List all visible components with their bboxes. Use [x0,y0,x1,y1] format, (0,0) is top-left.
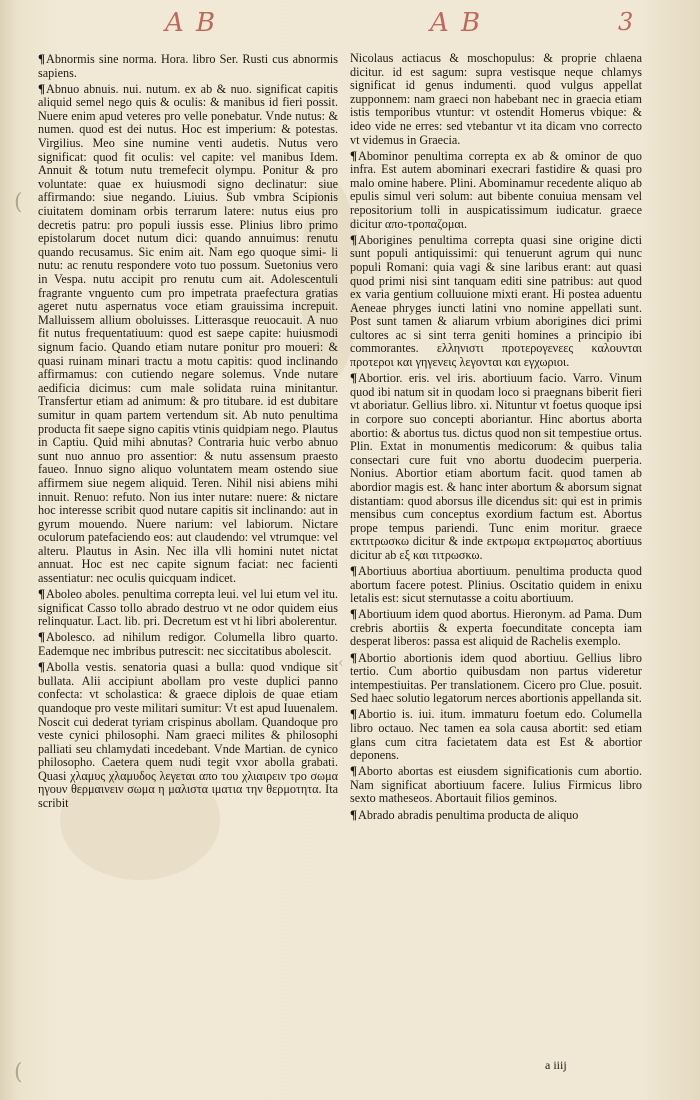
dictionary-entry [350,564,642,606]
pilcrow-icon: ¶ [38,629,46,645]
signature-mark: a iiij [545,1058,567,1072]
entry-text: Abrado abradis penultima producta de aliquo [358,807,579,822]
dictionary-entry [350,149,642,232]
dictionary-entry [350,808,642,823]
entry-text: Abnuo abnuis. nui. nutum. ex ab & nuo. significat capitis aliquid semel nego quis & oculis: & manibus id fieri possit. Nuere enim apud veteres pro velle ponebatur. Vnde nutus: & numen. quod est dei nutus. Hoc est imperium: & potestas. Virgilius. Meo sine numine venti audetis. Nutus vero significat: quod fit oculis: vel capite: vel manibus Idem. Annuit & totum nutu tremefecit olympu. Ponitur & pro voluntate: quae ex huiusmodi signo declinatur: siue affirmando: siue negando. Liuius. Sub vmbra Scipionis ciuitatem dominam orbis terrarum latere: nutus eius pro decretis patru: pro populi iussis esse. Plinius libro primo epistolarum docet nutum dici: quando annuimus: renutu quando recusamus. Sic enim ait. Nam ego quoque simi- li nutu: ac renutu respondere voto tuo possum. Suetonius vero in Vespa. nutu accipit pro renutu cum ait. Adolescentuli fragrante vnguento cum pro impetrata praefectura gratias ageret nutu aspernatus voce etiam grauissima increpuit. Malluissem allium oboluisses. Litterasque reuocauit. A nuo fit nutus frequentatiuum: quod est saepe capite: huiusmodi signum facio. Quando etiam nutare ponitur pro moueri: & quasi ruinam minari tractu a motu capitis: quod inclinando affirmamus: con cutiendo negare solemus. Vnde nutare aedificia dicimus: cum male solidata ruina minitantur. Transfertur etiam ad animum: & pro titubare. id est dubitare sumitur in quam partem vertendum sit. Ab nuto penultima producta fit saepe signo capitis vtinis quidpiam nego. Plautus in Captiu. Quid mihi abnutas? Contraria huic verbo abnuo sunt nuo annuo pro assentior: & nutu assensum praesto faueo. Innuo signo aliquo voluntatem meam ostendo siue affirmem siue negem aliquid. Teren. Nihil nisi abiens mihi innuit. Renuo: refuto. Non ius inter nutare: nuere: & nictare hoc interesse scribit quod nutare capitis sit inclinando: aut in gyrum mouendo. Nuere narium: vel labiorum. Nictare oculorum patefaciendo eos: aut claudendo: vel vtrumque: vel alteru. Plautus in Asin. Nec illa vlli homini nutet nictat annuat. Hoc est nec capite signum faciat: nec facienti assentiatur: nec oculis quicquam indicet. [38,81,338,586]
pilcrow-icon: ¶ [350,370,358,386]
text-column-left [38,52,338,812]
dictionary-entry [350,607,642,649]
handwritten-page-number: 3 [618,8,636,36]
dictionary-entry [38,660,338,811]
pilcrow-icon: ¶ [350,649,358,665]
entry-text: Abnormis sine norma. Hora. libro Ser. Rusti cus abnormis sapiens. [38,52,338,80]
dictionary-entry [350,371,642,562]
handwritten-annotation-middle: A B [430,8,483,38]
entry-text: Nicolaus actiacus & moschopulus: & proprie chlaena dicitur. id est sagum: supra vestisque neque chlamys significat id genus indumenti. quod vulgus appellat zupponnem: nam graeci non habebant nec in graecia etiam istis temporibus vtuntur: vt ostendit Homerus vbique: & ideo vide ne erres: sed vtebantur vt ita dicam vno correcto vt videmus in Graecia. [350,51,642,147]
margin-bracket-mark: ( [14,1060,23,1085]
dictionary-entry [38,82,338,586]
pilcrow-icon: ¶ [38,80,46,96]
dictionary-entry [350,233,642,370]
entry-text: Aboleo aboles. penultima correpta leui. vel lui etum vel itu. significat Casso tollo abrado destruo vt ne odor quidem eius relinquatur. Lact. lib. pri. Decretum est vt hi libri abolerentur. [38,587,338,629]
text-column-right [350,52,642,824]
entry-text: Aborto abortas est eiusdem significationis cum abortio. Nam significat abortiuum facere. Iulius Firmicus libro sexto matheseos. Abortauit filios geminos. [350,764,642,806]
pilcrow-icon: ¶ [350,706,358,722]
pilcrow-icon: ¶ [350,606,358,622]
entry-text: Abortio is. iui. itum. immaturu foetum edo. Columella libro octauo. Nec tamen ea sola causa abortit: sed etiam glans cum citra facietatem data est Est & abortior deponens. [350,707,642,763]
dictionary-entry [350,707,642,762]
pilcrow-icon: ¶ [38,586,46,602]
pilcrow-icon: ¶ [38,51,46,66]
dictionary-entry [38,52,338,80]
entry-text: Abolesco. ad nihilum redigor. Columella libro quarto. Eademque nec imbribus putrescit: nec siccitatibus abolescit. [38,630,338,659]
dictionary-entry [350,764,642,806]
entry-text: Abominor penultima correpta ex ab & ominor de quo infra. Est autem abominari execrari fastidire & quasi pro malo omine habere. Plini. Abominamur recedente aliquo ab epulis simul veri solum: aut bibente conuiua mensam vel repositorium tolli in auspicatissimum iudicatur. graece dicitur απο-τροπαζομαι. [350,148,642,231]
margin-tick-mark: ‹ [338,655,344,671]
pilcrow-icon: ¶ [350,763,358,779]
dictionary-entry [38,587,338,629]
dictionary-entry [38,630,338,658]
pilcrow-icon: ¶ [350,231,358,247]
entry-text: Abolla vestis. senatoria quasi a bulla: quod vndique sit bullata. Alii accipiunt abollam pro veste duplici panno confecta: vt scholastica: & graece diplois de quae etiam quandoque pro veste militari sumitur: Vt est apud Iuuenalem. Noscit cui dederat tyriam crispinus abollam. Quandoque pro veste cynici philosophi. Nam graeci milites & philosophi palliati seu chlamydati incedebant. Vnde Martian. de cynico philosopho. Caetera quem nudi tegit vxor abolla grabati. Quasi χλαμυς χλαμυδος λεγεται απο του χλιαιρειν τρο σωμα ηγουν θερμαινειν σωμα η μαλιστα ιματια την θερμοτητα. Ita scribit [38,660,338,811]
pilcrow-icon: ¶ [350,806,358,822]
pilcrow-icon: ¶ [38,659,46,675]
entry-text: Abortio abortionis idem quod abortiuu. Gellius libro tertio. Cum abortio quibusdam non partus videretur intempestiuitas. Per translationem. Cicero pro Clue. posuit. Sed haec solutio legatorum nerces abortionis appellanda sit. [350,650,642,706]
dictionary-entry [350,651,642,706]
dictionary-entry [350,52,642,147]
entry-text: Abortiuum idem quod abortus. Hieronym. ad Pama. Dum crebris abortiis & experta foecunditate concepta iam desperat liberos: passa est aliquid de Rachelis exemplo. [350,607,642,649]
pilcrow-icon: ¶ [350,562,358,578]
entry-text: Abortiuus abortiua abortiuum. penultima producta quod abortum facere potest. Plinius. Oscitatio quidem in enixu letalis est: sicut sternutasse a coitu abortiuum. [350,563,642,606]
margin-bracket-mark: ( [14,190,23,215]
entry-text: Abortior. eris. vel iris. abortiuum facio. Varro. Vinum quod ibi natum sit in quodam loco si praegnans biberit fieri vt aboriatur. Gellius libro. xi. Nituntur vt foetus quoque ipsi in corpore suo concepti aboriantur. Hinc abortus aborta abortio: & abortus tus. dictus quod non sit tempestiue ortus. Plin. Extat in monumentis medicorum: & quibus talia consectari cure fuit vno abortu duodecim puerperia. Nonius. Abortior etiam abortum facit. quod tamen ab abordior magis est. & hanc inter abortum & aborsum signat distantiam: quod aborsus ille dicendus sit: qui est in primis mensibus cum conceptus exordium factum est. Abortus prope tempus pariendi. Tunc enim moritur. graece εκτιτρωσκω dicitur & inde εκτρωμα εκτρωματος abortiuus dicitur ab εξ και τιτρωσκω. [350,371,642,562]
pilcrow-icon: ¶ [350,147,358,163]
handwritten-annotation-left: A B [165,8,218,38]
entry-text: Aborigines penultima correpta quasi sine origine dicti sunt populi antiquissimi: qui tenuerunt agrum qui nunc populi Romani: quia vagi & sine laribus erant: aut quasi quod primi nisi sint tanquam editi sine patribus: aut quod ex varia gentium colluuione mixti erant. Hi postea aduentu Aeneae phryges iuncti latini vno nomine appellati sunt. Post sunt tamen & aliarum vrbium aborigines dici primi cultores ac si sint terra geniti homines a principio ibi commorantes. ελληνιστι προτερογενεες καλουνται προτεροι και γηγενεις λεγονται και εγχωριοι. [350,232,642,370]
